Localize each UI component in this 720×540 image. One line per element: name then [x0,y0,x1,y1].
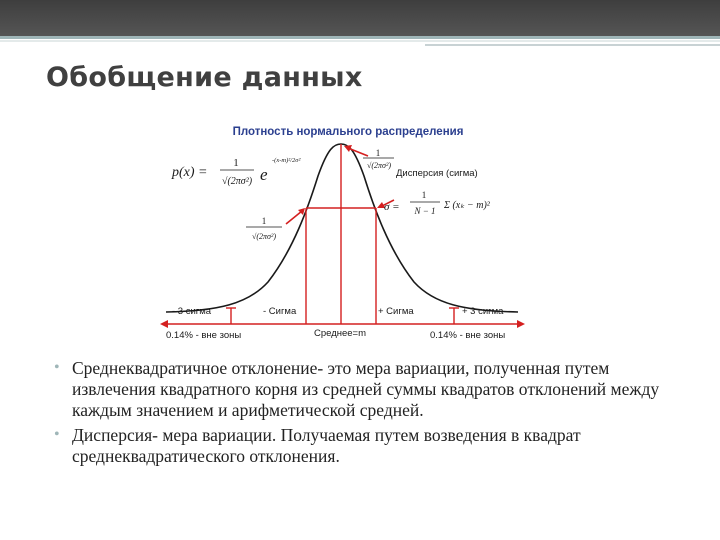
peak-numerator: 1 [375,148,381,158]
figure-title: Плотность нормального распределения [232,126,464,138]
bullet-text: Дисперсия- мера вариации. Получаемая путем возведения в квадрат среднеквадратического отклонения. [72,425,581,466]
peak-denominator: √(2πσ²) [366,161,392,170]
slide-title: Обобщение данных [46,62,363,93]
header-decor-lines [0,36,720,48]
minus-sigma-label: - Сигма [263,306,297,317]
bullet-item [54,425,674,467]
x-axis-arrow-right-icon [517,320,525,328]
bullet-marker-icon: • [54,426,60,443]
plus-3-sigma-label: + 3 сигма [462,306,504,317]
bullet-item [54,358,674,421]
inflection-numerator: 1 [261,216,267,226]
density-numerator: 1 [233,157,239,169]
bullet-text: Среднеквадратичное отклонение- это мера вариации, полученная путем извлечения квадратного корня из средней суммы квадратов отклонений между каждым значением и арифметической средней. [72,358,660,420]
bullet-marker-icon: • [54,359,60,376]
sigma-formula-sum: Σ (xₖ − m)² [444,200,490,211]
right-tail-label: 0.14% - вне зоны [430,330,506,341]
sigma-label: Дисперсия (сигма) [396,168,478,179]
density-denominator: √(2πσ²) [221,176,253,187]
inflection-arrow [286,211,302,224]
normal-distribution-drawing [158,118,528,350]
header-band [0,0,720,36]
inflection-denominator: √(2πσ²) [251,232,277,241]
left-tail-label: 0.14% - вне зоны [166,330,242,341]
density-exponent-base: e [260,165,268,184]
sigma-formula-denominator: N − 1 [414,206,436,216]
bullet-list [54,358,674,471]
density-exponent-power: -(x-m)²/2σ² [272,157,301,164]
x-axis-arrow-left-icon [160,320,168,328]
minus-3-sigma-label: - 3 сигма [172,306,212,317]
peak-arrow [348,148,368,156]
plus-sigma-label: + Сигма [378,306,414,317]
density-label: p(x) = [172,165,208,180]
normal-distribution-figure [158,118,528,350]
sigma-formula-lhs: σ = [384,201,400,213]
sigma-formula-numerator: 1 [421,190,427,200]
mean-label: Среднее=m [313,328,367,339]
